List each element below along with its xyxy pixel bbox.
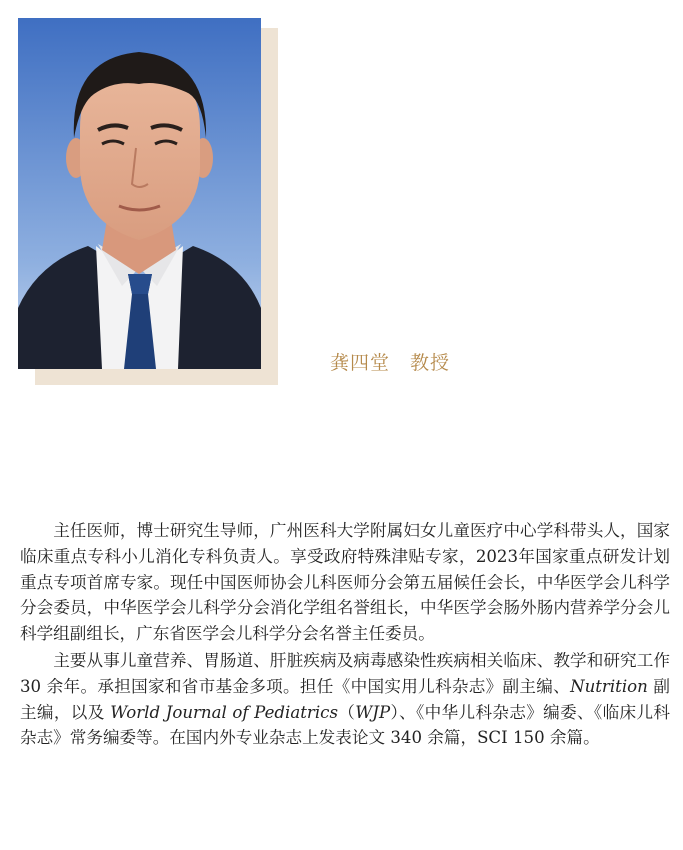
journal-wjp: World Journal of Pediatrics	[110, 702, 338, 722]
name-title	[330, 348, 450, 375]
journal-wjp-abbr: WJP	[355, 702, 391, 722]
bio-paragraph-1: 主任医师，博士研究生导师，广州医科大学附属妇女儿童医疗中心学科带头人，国家临床重点专科小儿消化专科负责人。享受政府特殊津贴专家，2023年国家重点研发计划重点专项首席专家。现任中国医师协会儿科医师分会第五届候任会长，中华医学会儿科学分会委员，中华医学会儿科学分会消化学组名誉组长，中华医学会肠外肠内营养学分会儿科学组副组长，广东省医学会儿科学分会名誉主任委员。	[20, 521, 670, 644]
portrait-photo	[18, 18, 261, 369]
biography	[20, 518, 670, 751]
person-name: 龚四堂	[330, 352, 391, 374]
person-title: 教授	[410, 352, 451, 374]
bio-paragraph-2: 主要从事儿童营养、胃肠道、肝脏疾病及病毒感染性疾病相关临床、教学和研究工作 30 余年。承担国家和省市基金多项。担任《中国实用儿科杂志》副主编、Nutrition 副主编，以及 World Journal of Pediatrics（WJP）、《中华儿科杂志》编委、《临床儿科杂志》常务编委等。在国内外专业杂志上发表论文 340 余篇，SCI 150 余篇。	[20, 650, 671, 748]
journal-nutrition: Nutrition	[570, 676, 648, 696]
